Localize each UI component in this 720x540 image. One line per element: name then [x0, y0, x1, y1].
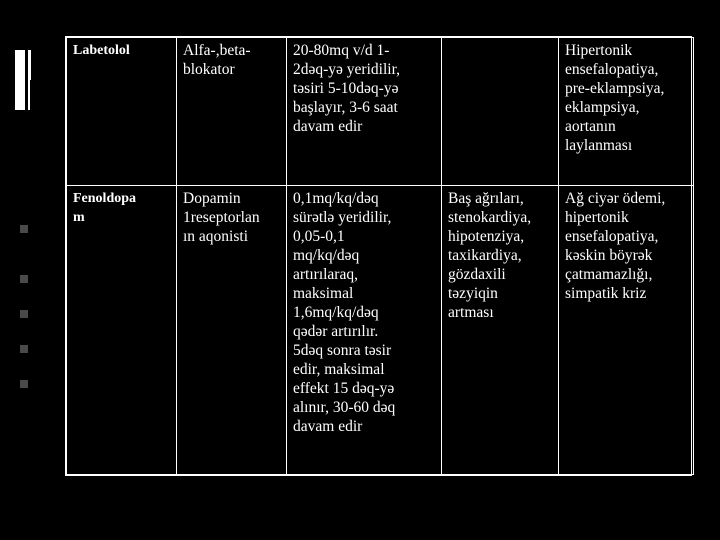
slide-ornament-square — [20, 310, 28, 318]
drug-table — [66, 37, 694, 475]
slide-ornament-bar — [28, 50, 31, 80]
drug-class-cell: Alfa-,beta- blokator — [177, 38, 287, 186]
indications-cell: Ağ ciyər ödemi, hipertonik ensefalopatiya, kəskin böyrək çatmamazlığı, simpatik kriz — [559, 186, 694, 475]
administration-cell: 0,1mq/kq/dəq sürətlə yeridilir, 0,05-0,1 mq/kq/dəq artırılaraq, maksimal 1,6mq/kq/dəq qədər artırılır. 5dəq sonra təsir edir, maksimal effekt 15 dəq-yə alınır, 30-60 dəq davam edir — [287, 186, 442, 475]
slide-ornament-square — [20, 380, 28, 388]
drug-table-container — [65, 36, 692, 476]
slide-ornament-bar — [28, 80, 30, 110]
side-effects-cell: Baş ağrıları, stenokardiya, hipotenziya, taxikardiya, gözdaxili təzyiqin artması — [442, 186, 559, 475]
table-row — [67, 38, 694, 186]
drug-class-cell: Dopamin 1reseptorlan ın aqonisti — [177, 186, 287, 475]
side-effects-cell — [442, 38, 559, 186]
drug-name-cell: Labetolol — [67, 38, 177, 186]
slide-ornament-square — [20, 345, 28, 353]
table-row — [67, 186, 694, 475]
slide-ornament-square — [20, 275, 28, 283]
administration-cell: 20-80mq v/d 1- 2dəq-yə yeridilir, təsiri 5-10dəq-yə başlayır, 3-6 saat davam edir — [287, 38, 442, 186]
indications-cell: Hipertonik ensefalopatiya, pre-eklampsiya, eklampsiya, aortanın laylanması — [559, 38, 694, 186]
slide-ornament-bar — [15, 50, 25, 110]
slide-ornament-square — [20, 225, 28, 233]
drug-name-cell: Fenoldopa m — [67, 186, 177, 475]
